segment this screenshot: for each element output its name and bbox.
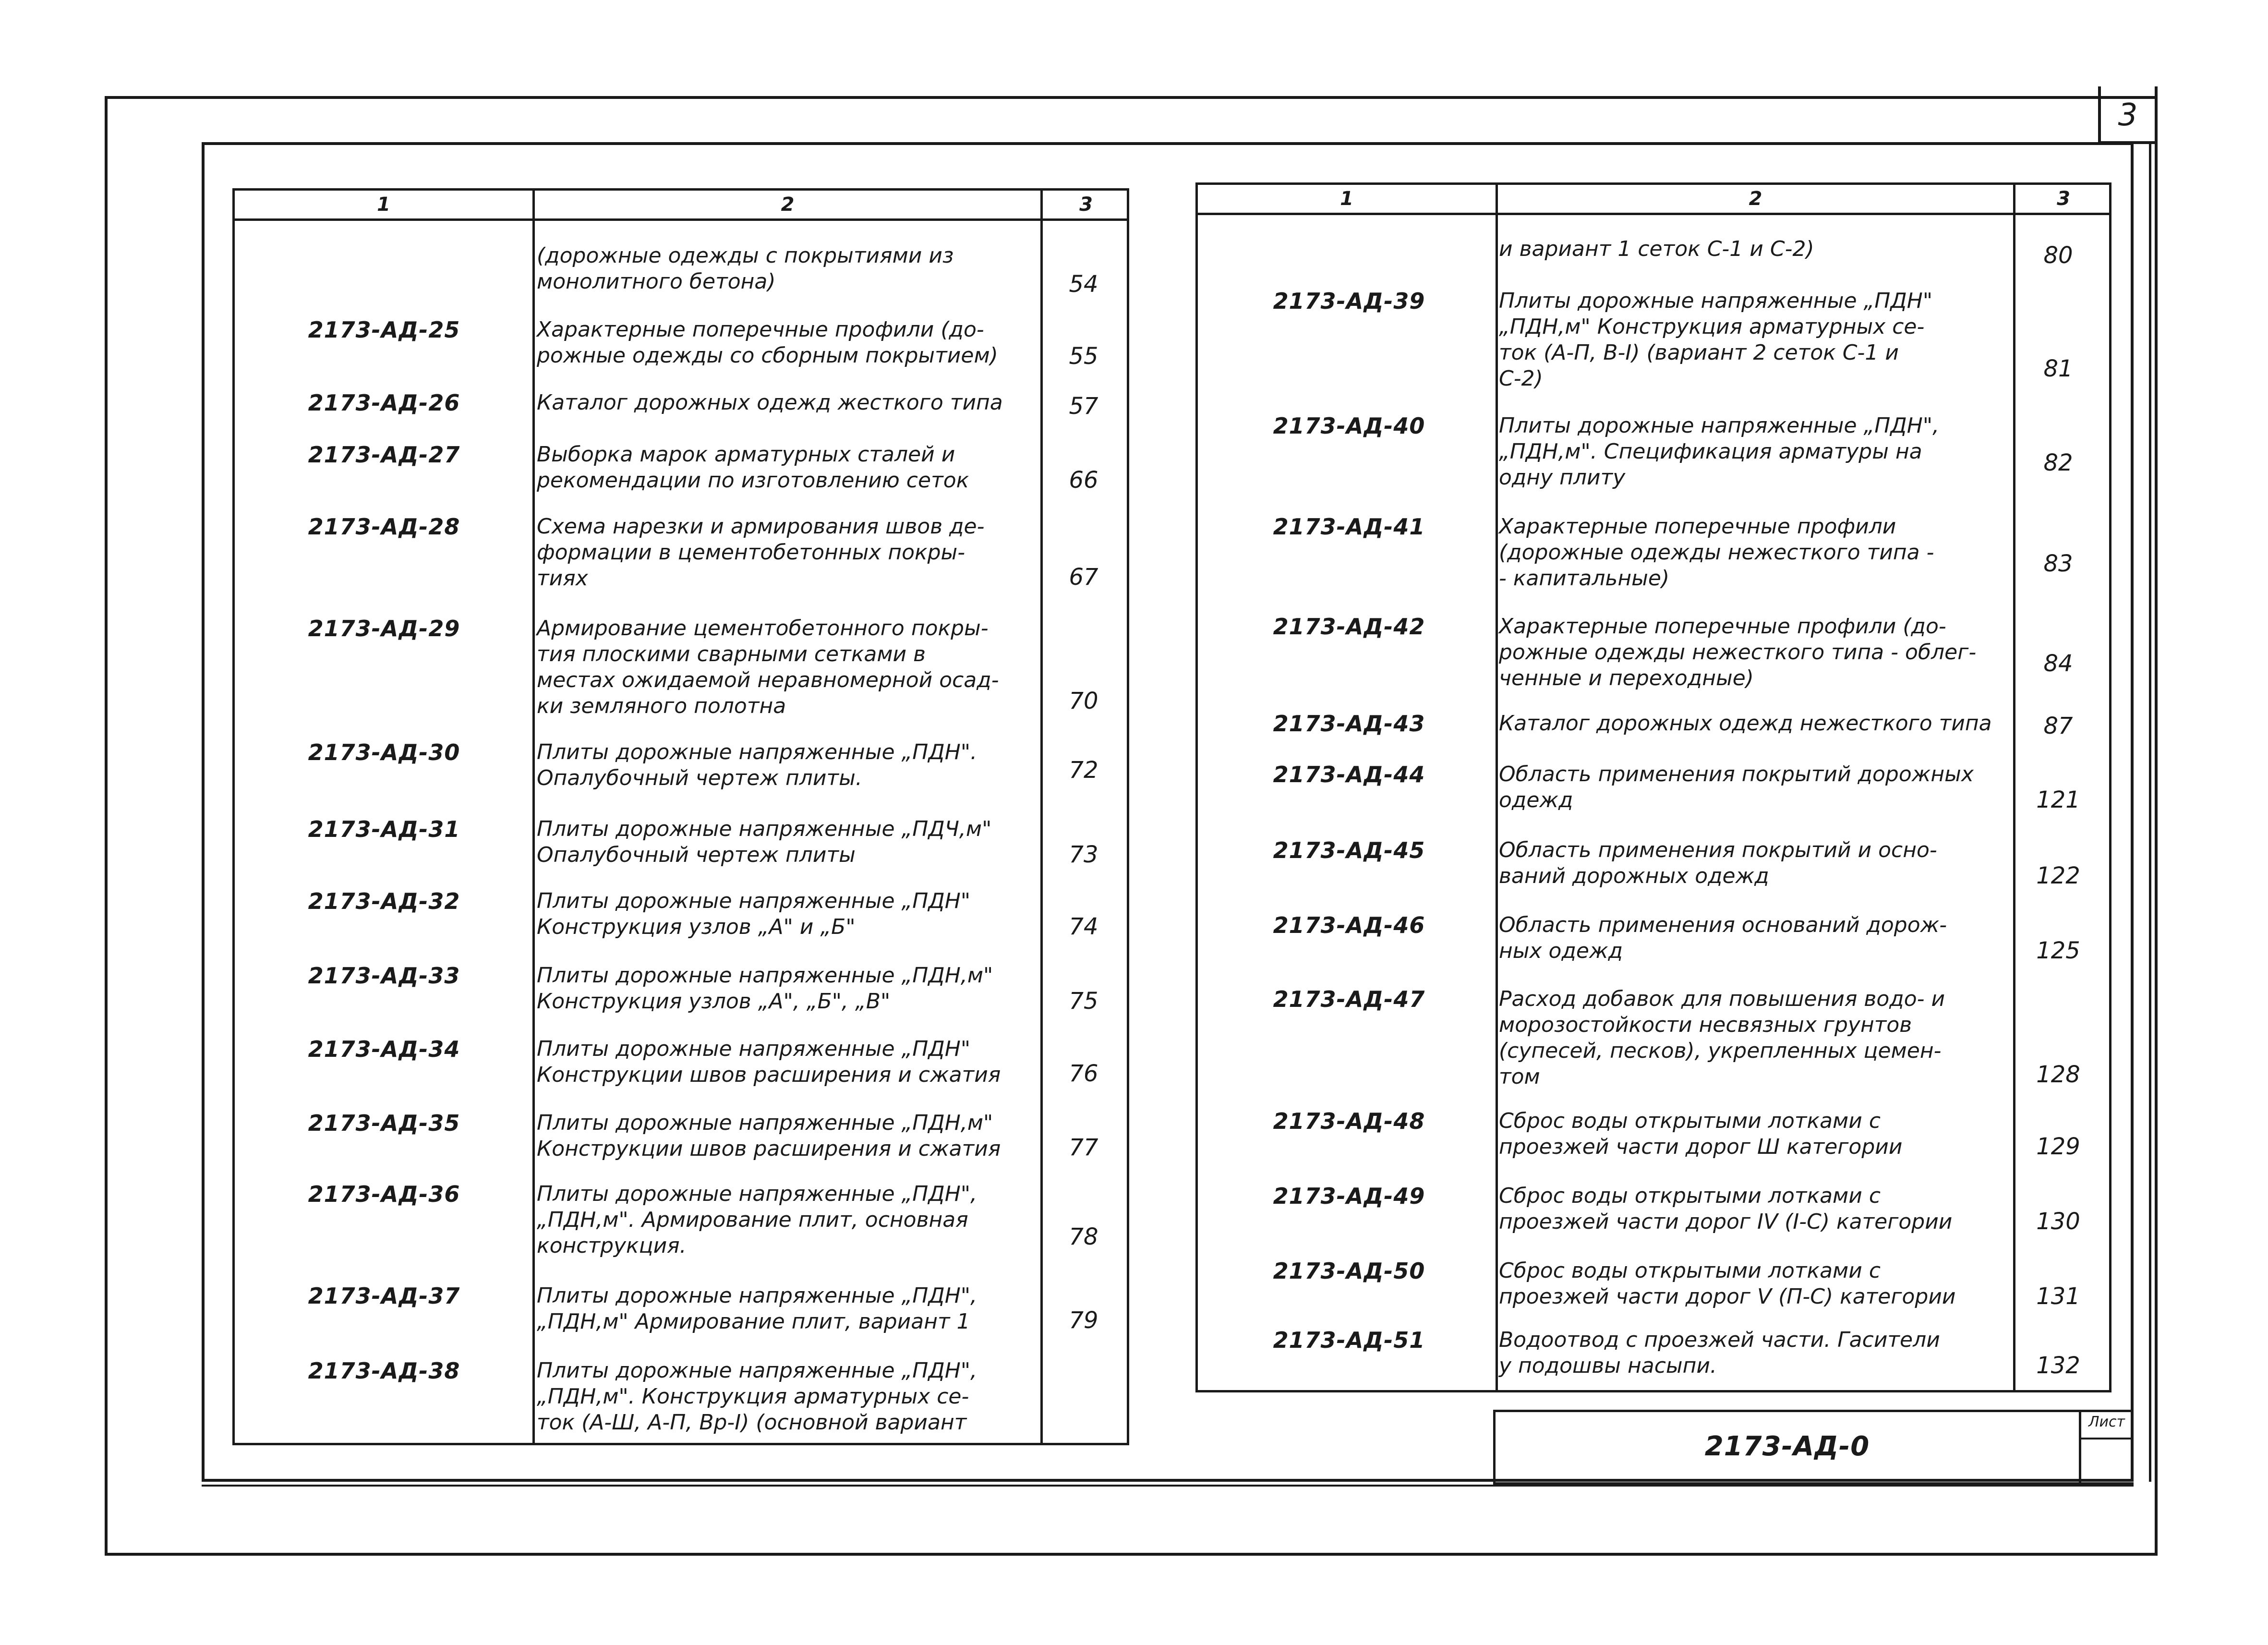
right-row-code: 2173-АД-48: [1273, 1108, 1425, 1134]
left-header-col1: 1: [377, 194, 390, 216]
right-row-title: Расход добавок для повышения водо- и морозостойкости несвязных грунтов (супесей, песков), укрепленных цемен- том: [1499, 987, 1945, 1089]
right-row-title: Сброс воды открытыми лотками с проезжей части дорог Ш категории: [1499, 1109, 1903, 1159]
right-row-page: 81: [2043, 355, 2073, 382]
right-row-page: 83: [2043, 550, 2073, 577]
left-row-code: 2173-АД-28: [308, 514, 460, 540]
right-row-page: 129: [2036, 1133, 2080, 1160]
stamp-label: Лист: [2088, 1414, 2125, 1430]
right-row-title: Область применения покрытий дорожных одежд: [1499, 762, 1974, 812]
left-row-code: 2173-АД-34: [308, 1036, 460, 1062]
left-row-page: 79: [1069, 1307, 1098, 1334]
left-row-title: Плиты дорожные напряженные „ПДН", „ПДН,м". Армирование плит, основная конструкция.: [537, 1182, 977, 1258]
left-row-code: 2173-АД-25: [308, 317, 460, 343]
left-row-code: 2173-АД-33: [308, 963, 460, 989]
left-row-title: Плиты дорожные напряженные „ПДН" Конструкция узлов „А" и „Б": [537, 889, 971, 939]
right-row-code: 2173-АД-43: [1273, 711, 1425, 737]
right-row-title: Плиты дорожные напряженные „ПДН" „ПДН,м" Конструкция арматурных се- ток (А-П, В-I) (вариант 2 сеток С-1 и С-2): [1499, 289, 1933, 391]
right-row-title: Характерные поперечные профили (дорожные одежды нежесткого типа - - капитальные): [1499, 514, 1934, 591]
left-row-page: 54: [1069, 271, 1098, 298]
bottom-margin-line: [202, 1485, 2134, 1487]
left-row-code: 2173-АД-26: [308, 390, 460, 416]
right-row-code: 2173-АД-47: [1273, 986, 1425, 1012]
right-margin-line: [2149, 142, 2151, 1482]
right-row-page: 80: [2043, 242, 2073, 269]
left-row-code: 2173-АД-27: [308, 442, 460, 468]
left-row-page: 55: [1069, 343, 1098, 370]
left-row-page: 70: [1069, 688, 1098, 714]
left-row-title: Плиты дорожные напряженные „ПДН,м" Конструкции швов расширения и сжатия: [537, 1111, 1001, 1161]
left-row-page: 73: [1069, 841, 1098, 868]
left-row-code: 2173-АД-30: [308, 739, 460, 765]
left-row-title: Плиты дорожные напряженные „ПДЧ,м" Опалубочный чертеж плиты: [537, 817, 992, 867]
right-row-code: 2173-АД-44: [1273, 762, 1425, 787]
left-row-code: 2173-АД-36: [308, 1181, 460, 1207]
left-row-page: 57: [1069, 393, 1098, 420]
left-row-title: Выборка марок арматурных сталей и рекомендации по изготовлению сеток: [537, 442, 969, 493]
left-row-page: 67: [1069, 564, 1098, 591]
left-row-title: (дорожные одежды с покрытиями из монолитного бетона): [537, 243, 954, 294]
right-header-col2: 2: [1749, 188, 1762, 210]
left-row-title: Плиты дорожные напряженные „ПДН", „ПДН,м" Армирование плит, вариант 1: [537, 1283, 977, 1334]
right-row-page: 128: [2036, 1061, 2080, 1088]
right-row-title: Сброс воды открытыми лотками с проезжей части дорог IV (I-С) категории: [1499, 1184, 1953, 1234]
right-row-title: Плиты дорожные напряженные „ПДН", „ПДН,м". Спецификация арматуры на одну плиту: [1499, 413, 1940, 490]
left-row-title: Каталог дорожных одежд жесткого типа: [537, 390, 1003, 415]
left-row-title: Плиты дорожные напряженные „ПДН" Конструкции швов расширения и сжатия: [537, 1037, 1001, 1087]
sheet-number: 3: [2118, 97, 2138, 133]
left-row-title: Армирование цементобетонного покры- тия плоскими сварными сетками в местах ожидаемой неравномерной осад- ки земляного полотна: [537, 616, 999, 718]
left-row-title: Схема нарезки и армирования швов де- формации в цементобетонных покры- тиях: [537, 514, 985, 591]
right-row-code: 2173-АД-42: [1273, 614, 1425, 640]
right-row-code: 2173-АД-45: [1273, 837, 1425, 863]
right-row-title: Область применения оснований дорож- ных одежд: [1499, 913, 1947, 963]
right-header-col1: 1: [1340, 188, 1353, 210]
right-row-page: 130: [2036, 1208, 2080, 1235]
right-row-code: 2173-АД-46: [1273, 912, 1425, 938]
right-row-code: 2173-АД-39: [1273, 288, 1425, 314]
right-row-page: 84: [2043, 650, 2073, 677]
left-row-title: Характерные поперечные профили (до- рожные одежды со сборным покрытием): [537, 317, 998, 368]
left-header-col3: 3: [1079, 194, 1093, 216]
left-row-page: 72: [1069, 757, 1098, 784]
right-row-code: 2173-АД-51: [1273, 1327, 1425, 1353]
right-header-col3: 3: [2057, 188, 2070, 210]
left-row-page: 77: [1069, 1134, 1098, 1161]
right-row-title: Характерные поперечные профили (до- рожные одежды нежесткого типа - облег- ченные и переходные): [1499, 614, 1977, 690]
right-row-title: Сброс воды открытыми лотками с проезжей части дорог V (П-С) категории: [1499, 1258, 1956, 1309]
left-row-page: 76: [1069, 1060, 1098, 1087]
left-row-page: 75: [1069, 988, 1098, 1015]
right-row-page: 82: [2043, 449, 2073, 476]
left-row-title: Плиты дорожные напряженные „ПДН". Опалубочный чертеж плиты.: [537, 740, 977, 790]
right-row-title: Каталог дорожных одежд нежесткого типа: [1499, 711, 1992, 736]
right-row-title: и вариант 1 сеток С-1 и С-2): [1499, 237, 1814, 261]
left-row-code: 2173-АД-31: [308, 816, 460, 842]
right-row-page: 125: [2036, 937, 2080, 964]
right-row-title: Область применения покрытий и осно- ваний дорожных одежд: [1499, 838, 1937, 888]
right-row-code: 2173-АД-40: [1273, 413, 1425, 439]
right-row-page: 121: [2036, 786, 2080, 813]
left-row-page: 66: [1069, 467, 1098, 494]
left-row-code: 2173-АД-37: [308, 1283, 460, 1309]
right-row-code: 2173-АД-41: [1273, 514, 1425, 540]
left-row-title: Плиты дорожные напряженные „ПДН,м" Конструкция узлов „А", „Б", „В": [537, 963, 993, 1014]
right-row-code: 2173-АД-50: [1273, 1258, 1425, 1284]
left-row-code: 2173-АД-38: [308, 1358, 460, 1384]
left-row-code: 2173-АД-29: [308, 616, 460, 641]
left-row-page: 78: [1069, 1223, 1098, 1250]
left-row-code: 2173-АД-35: [308, 1110, 460, 1136]
right-row-title: Водоотвод с проезжей части. Гасители у подошвы насыпи.: [1499, 1328, 1940, 1378]
document-code: 2173-АД-0: [1704, 1431, 1870, 1462]
right-row-code: 2173-АД-49: [1273, 1183, 1425, 1209]
right-row-page: 122: [2036, 862, 2080, 889]
right-row-page: 131: [2036, 1283, 2080, 1310]
left-row-page: 74: [1069, 913, 1098, 940]
left-row-title: Плиты дорожные напряженные „ПДН", „ПДН,м". Конструкция арматурных се- ток (А-Ш, А-П, Вр-I) (основной вариант: [537, 1358, 977, 1435]
right-row-page: 87: [2043, 713, 2073, 739]
left-row-code: 2173-АД-32: [308, 888, 460, 914]
right-row-page: 132: [2036, 1352, 2080, 1379]
left-header-col2: 2: [781, 194, 795, 216]
